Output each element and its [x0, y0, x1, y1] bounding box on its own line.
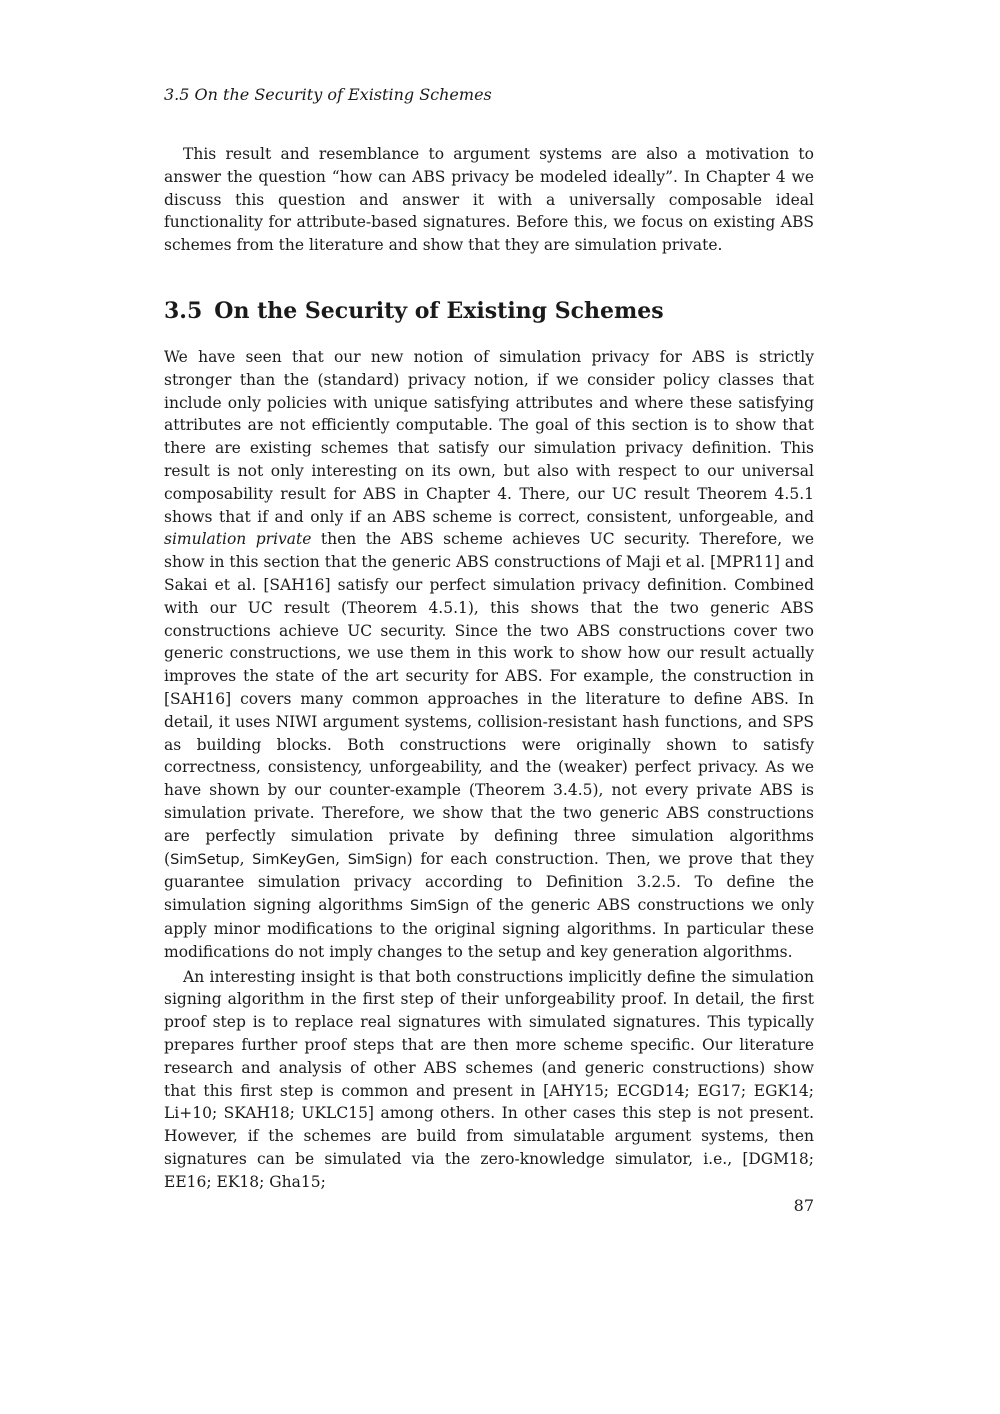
section-heading [164, 296, 664, 326]
section-title: On the Security of Existing Schemes [214, 298, 664, 324]
body-paragraph-1 [164, 346, 814, 964]
running-header: 3.5 On the Security of Existing Schemes [164, 85, 492, 104]
emphasis-text: simulation private [164, 530, 312, 549]
algorithm-name-simsign: SimSign [410, 898, 470, 915]
paragraph-text: then the ABS scheme achieves UC security. Therefore, we show in this section that the generic ABS constructions of Maji et al. [MPR11] and Sakai et al. [SAH16] satisfy our perfect simulation privacy definition. Combined with our UC result (Theorem 4.5.1), this shows that the two generic ABS constructions achieve UC security. Since the two ABS constructions cover two generic constructions, we use them in this work to show how our result actually improves the state of the art security for ABS. For example, the construction in [SAH16] covers many common approaches in the literature to define ABS. In detail, it uses NIWI argument systems, collision-resistant hash functions, and SPS as building blocks. Both constructions were originally shown to satisfy correctness, consistency, unforgeability, and the (weaker) perfect privacy. As we have shown by our counter-example (Theorem 3.4.5), not every private ABS is simulation private. Therefore, we show that the two generic ABS constructions are perfectly simulation private by defining three simulation algorithms ( [164, 530, 815, 868]
section-body [164, 346, 814, 1193]
section-number: 3.5 [164, 298, 203, 324]
algorithm-name-simsign: SimSign [347, 851, 407, 868]
paragraph-text: ) for each construction. Then, we prove that they guarantee simulation privacy according to Definition 3.2.5. To define the simulation signing algorithms [164, 849, 814, 915]
paragraph-text: of the generic ABS constructions we only apply minor modifications to the original signing algorithms. In particular these modifications do not imply changes to the setup and key generation algorithms. [164, 896, 814, 961]
intro-paragraph: This result and resemblance to argument systems are also a motivation to answer the question “how can ABS privacy be modeled ideally”. In Chapter 4 we discuss this question and answer it with a universally composable ideal functionality for attribute-based signatures. Before this, we focus on existing ABS schemes from the literature and show that they are simulation private. [164, 145, 814, 255]
algorithm-name-simkeygen: SimKeyGen [252, 851, 336, 868]
separator: , [335, 849, 348, 868]
body-paragraph-2: An interesting insight is that both constructions implicitly define the simulation signing algorithm in the first step of their unforgeability proof. In detail, the first proof step is to replace real signatures with simulated signatures. This typically prepares further proof steps that are then more scheme specific. Our literature research and analysis of other ABS schemes (and generic constructions) show that this first step is common and present in [AHY15; ECGD14; EG17; EGK14; Li+10; SKAH18; UKLC15] among others. In other cases this step is not present. However, if the schemes are build from simulatable argument systems, then signatures can be simulated via the zero-knowledge simulator, i.e., [DGM18; EE16; EK18; Gha15; [164, 967, 814, 1191]
separator: , [239, 849, 253, 868]
algorithm-name-simsetup: SimSetup [170, 851, 240, 868]
page-number: 87 [793, 1196, 814, 1215]
paragraph-text: We have seen that our new notion of simulation privacy for ABS is strictly stronger than the (standard) privacy notion, if we consider policy classes that include only policies with unique satisfying attributes and where these satisfying attributes are not efficiently computable. The goal of this section is to show that there are existing schemes that satisfy our simulation privacy definition. This result is not only interesting on its own, but also with respect to our universal composability result for ABS in Chapter 4. There, our UC result Theorem 4.5.1 shows that if and only if an ABS scheme is correct, consistent, unforgeable, and [164, 348, 814, 526]
